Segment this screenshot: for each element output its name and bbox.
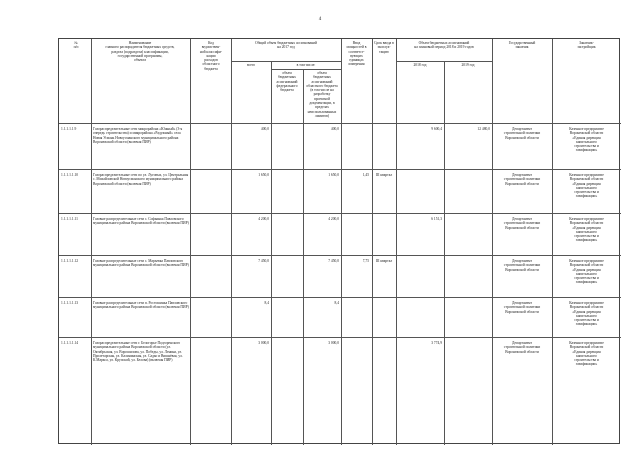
header-name: Наименование главного распорядителя бюджетных средств, раздела (подраздела) классификации, государственной программы, объекта — [105, 41, 175, 63]
page-number: 4 — [318, 17, 322, 22]
grid-line — [271, 61, 272, 445]
row-5-name: Газовые распределительные сети п. Ростошинка Павловского муниципального района Воронежской области (включая ПИР) — [93, 301, 189, 310]
row-3-total: 4 200,0 — [258, 217, 269, 221]
row-4-customer: Департамент строительной политики Воронежской области — [503, 259, 541, 272]
row-4-name: Газовые распределительные сети с. Марьевка Павловского муниципального района Воронежской области (включая ПИР) — [93, 259, 189, 268]
row-5-num: 1.1.1.1.1.13 — [61, 301, 79, 305]
grid-line — [59, 169, 621, 170]
row-2-developer: Казенное предприятие Воронежской области «Единая дирекция капитального строительства и газификации» — [569, 173, 604, 199]
grid-line — [91, 39, 92, 445]
row-6-developer: Казенное предприятие Воронежской области «Единая дирекция капитального строительства и газификации» — [569, 341, 604, 367]
row-6-total: 3 000,0 — [258, 341, 269, 345]
header-regional: объем бюджетных ассигнований областного бюджета (в том числе на разработку проектной документации, в пределах неиспользованных лимитов) — [306, 71, 338, 118]
row-6-name: Газораспределительные сети г. Белогорье Подгоренского муниципального района Воронежской области (ул. Октябрьская, ул. Ворошилова, ул. Победы, ул. Ленина, ул. Пролетарская, ул. Калининская, ул. Садко и Вишнёвая, ул. К.Маркса, ул. Крупской, ул. Белова) (включая ПИР) — [93, 341, 183, 363]
row-6-customer: Департамент строительной политики Воронежской области — [503, 341, 541, 354]
row-1-regional: 400,0 — [330, 127, 339, 131]
grid-line — [396, 39, 397, 445]
row-4-developer: Казенное предприятие Воронежской области «Единая дирекция капитального строительства и газификации» — [569, 259, 604, 285]
row-4-capacity: 7,75 — [362, 259, 369, 263]
header-2019: 2019 год — [461, 63, 475, 67]
row-3-name: Газовые распределительные сети с. Софьинка Павловского муниципального района Воронежской области (включая ПИР) — [93, 217, 189, 226]
grid-line — [444, 61, 445, 445]
header-code: Код ведомствен- ной классифи- кации расходов областного бюджета — [199, 41, 223, 71]
row-3-customer: Департамент строительной политики Воронежской области — [503, 217, 541, 230]
investment-table — [58, 38, 620, 444]
header-customer: Государственный заказчик — [508, 41, 536, 50]
grid-line — [59, 337, 621, 338]
row-1-customer: Департамент строительной политики Воронежской области — [503, 127, 541, 140]
grid-line — [190, 39, 191, 445]
grid-line — [271, 69, 341, 70]
grid-line — [59, 297, 621, 298]
row-6-2018: 3 774,9 — [431, 341, 442, 345]
header-capacity: Ввод мощностей в соответст- вующих единицах измерения — [346, 41, 367, 67]
row-2-name: Газораспределительные сети по ул. Луговых, ул. Центральная с. Михайловской Новоусманского муниципального района Воронежской области (включая ПИР) — [93, 173, 189, 186]
header-num: № п/п — [73, 41, 79, 50]
row-3-2018: 6 151,3 — [431, 217, 442, 221]
header-developer: Заказчик- застройщик — [577, 41, 596, 50]
row-1-name: Газораспределительные сети микрорайона «Южный» (3-я очередь строительства) и микрорайона «Радужный» села Новая Усмань Новоусманского муниципального района Воронежской области (включая ПИР) — [93, 127, 183, 144]
row-1-total: 400,0 — [260, 127, 269, 131]
row-5-regional: 8,4 — [334, 301, 339, 305]
row-6-regional: 3 000,0 — [328, 341, 339, 345]
row-2-num: 1.1.1.1.1.10 — [61, 173, 79, 177]
row-2-total: 1 650,0 — [258, 173, 269, 177]
row-2-capacity: 1,45 — [362, 173, 369, 177]
row-5-customer: Департамент строительной политики Воронежской области — [503, 301, 541, 314]
header-incl: в том числе: — [296, 63, 316, 67]
row-5-total: 8,4 — [264, 301, 269, 305]
header-federal: объем бюджетных ассигнований федерального бюджета — [276, 71, 298, 93]
grid-line — [59, 255, 621, 256]
grid-line — [231, 39, 232, 445]
row-3-developer: Казенное предприятие Воронежской области «Единая дирекция капитального строительства и газификации» — [569, 217, 604, 243]
header-period-group: Объем бюджетных ассигнований на плановый период 2018 и 2019 годов — [414, 41, 474, 50]
row-4-num: 1.1.1.1.1.12 — [61, 259, 79, 263]
row-3-regional: 4 200,0 — [328, 217, 339, 221]
row-1-2018: 9 600,4 — [431, 127, 442, 131]
grid-line — [59, 213, 621, 214]
grid-line — [231, 61, 341, 62]
row-3-num: 1.1.1.1.1.11 — [61, 217, 78, 221]
header-total-group: Общий объем бюджетных ассигнований на 2017 год — [255, 41, 317, 50]
grid-line — [552, 39, 553, 445]
grid-line — [59, 123, 621, 124]
grid-line — [303, 69, 304, 445]
row-1-2019: 12 480,0 — [477, 127, 490, 131]
grid-line — [372, 39, 373, 445]
row-4-total: 7 450,0 — [258, 259, 269, 263]
grid-line — [341, 39, 342, 445]
grid-line — [396, 61, 492, 62]
row-4-regional: 7 450,0 — [328, 259, 339, 263]
row-2-customer: Департамент строительной политики Воронежской области — [503, 173, 541, 186]
row-2-term: III квартал — [375, 173, 393, 177]
row-1-developer: Казенное предприятие Воронежской области «Единая дирекция капитального строительства и газификации» — [569, 127, 604, 153]
row-5-developer: Казенное предприятие Воронежской области «Единая дирекция капитального строительства и газификации» — [569, 301, 604, 327]
row-2-regional: 1 650,0 — [328, 173, 339, 177]
header-2018: 2018 год — [413, 63, 427, 67]
grid-line — [492, 39, 493, 445]
header-term: Срок ввода в эксплуа- тацию — [374, 41, 394, 54]
row-6-num: 1.1.1.1.1.14 — [61, 341, 79, 345]
header-total-all: всего — [246, 63, 256, 67]
row-4-term: III квартал — [375, 259, 393, 263]
row-1-num: 1.1.1.1.1.9 — [61, 127, 77, 131]
